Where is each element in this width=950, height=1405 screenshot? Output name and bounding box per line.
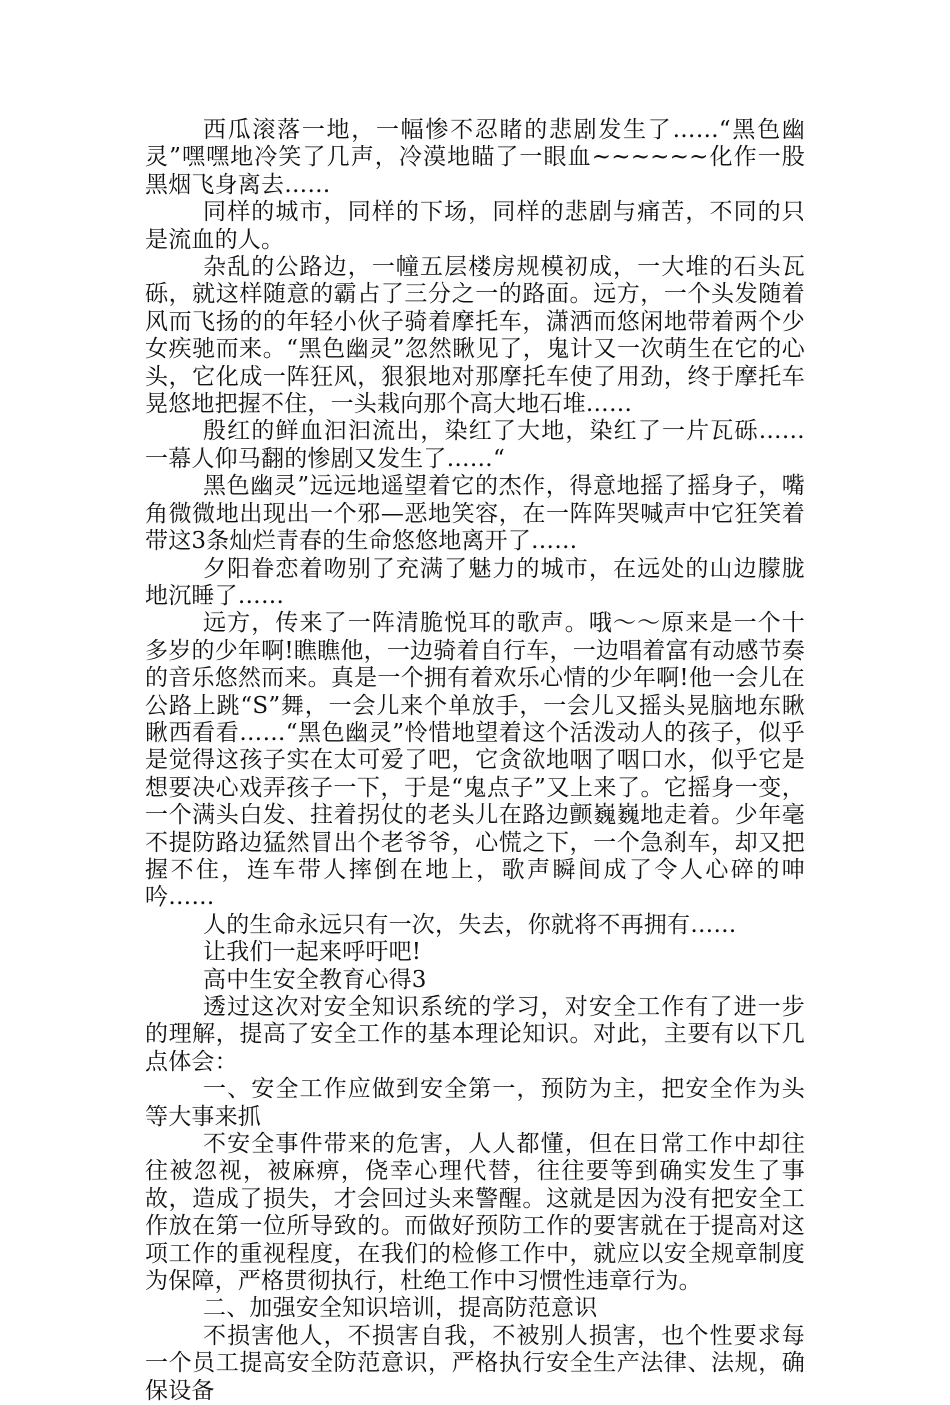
section-title: 高中生安全教育心得3	[203, 966, 427, 993]
paragraph: 人的生命永远只有一次，失去，你就将不再拥有……	[203, 911, 737, 938]
paragraph: 同样的城市，同样的下场，同样的悲剧与痛苦，不同的只是流血的人。	[145, 199, 805, 253]
subheading: 一、安全工作应做到安全第一，预防为主，把安全作为头等大事来抓	[145, 1076, 805, 1130]
paragraph: 黑色幽灵”远远地遥望着它的杰作，得意地摇了摇身子，嘴角微微地出现出一个邪—恶地笑容，在一阵阵哭喊声中它狂笑着带这3条灿烂青春的生命悠悠地离开了……	[145, 473, 805, 555]
document-body	[145, 117, 805, 1405]
paragraph: 远方，传来了一阵清脆悦耳的歌声。哦～～原来是一个十多岁的少年啊!瞧瞧他，一边骑着自行车，一边唱着富有动感节奏的音乐悠然而来。真是一个拥有着欢乐心情的少年啊!他一会儿在公路上跳“S”舞，一会儿来个单放手，一会儿又摇头晃脑地东瞅瞅西看看……“黑色幽灵”怜惜地望着这个活泼动人的孩子，似乎是觉得这孩子实在太可爱了吧，它贪欲地咽了咽口水，似乎它是想要决心戏弄孩子一下，于是“鬼点子”又上来了。它摇身一变，一个满头白发、拄着拐仗的老头儿在路边颤巍巍地走着。少年毫不提防路边猛然冒出个老爷爷，心慌之下，一个急刹车，却又把握不住，连车带人摔倒在地上，歌声瞬间成了令人心碎的呻吟……	[145, 610, 805, 911]
paragraph: 杂乱的公路边，一幢五层楼房规模初成，一大堆的石头瓦砾，就这样随意的霸占了三分之一的路面。远方，一个头发随着风而飞扬的的年轻小伙子骑着摩托车，潇洒而悠闲地带着两个少女疾驰而来。“黑色幽灵”忽然瞅见了，鬼计又一次萌生在它的心头，它化成一阵狂风，狠狠地对那摩托车使了用劲，终于摩托车晃悠地把握不住，一头栽向那个高大地石堆……	[145, 254, 805, 418]
paragraph: 不损害他人，不损害自我，不被别人损害，也个性要求每一个员工提高安全防范意识，严格执行安全生产法律、法规，确保设备	[145, 1322, 805, 1404]
paragraph: 不安全事件带来的危害，人人都懂，但在日常工作中却往往被忽视，被麻痹，侥幸心理代替，往往要等到确实发生了事故，造成了损失，才会回过头来警醒。这就是因为没有把安全工作放在第一位所导致的。而做好预防工作的要害就在于提高对这项工作的重视程度，在我们的检修工作中，就应以安全规章制度为保障，严格贯彻执行，杜绝工作中习惯性违章行为。	[145, 1131, 805, 1295]
paragraph: 西瓜滚落一地，一幅惨不忍睹的悲剧发生了……“黑色幽灵”嘿嘿地冷笑了几声，冷漠地瞄了一眼血~~~~~~化作一股黑烟飞身离去……	[145, 117, 805, 198]
paragraph: 殷红的鲜血汩汩流出，染红了大地，染红了一片瓦砾……一幕人仰马翻的惨剧又发生了……“	[145, 418, 805, 472]
paragraph: 透过这次对安全知识系统的学习，对安全工作有了进一步的理解，提高了安全工作的基本理论知识。对此，主要有以下几点体会：	[145, 994, 805, 1075]
subheading: 二、加强安全知识培训，提高防范意识	[203, 1295, 598, 1322]
paragraph: 让我们一起来呼吁吧!	[203, 939, 422, 966]
paragraph: 夕阳眷恋着吻别了充满了魅力的城市，在远处的山边朦胧地沉睡了……	[145, 555, 805, 609]
